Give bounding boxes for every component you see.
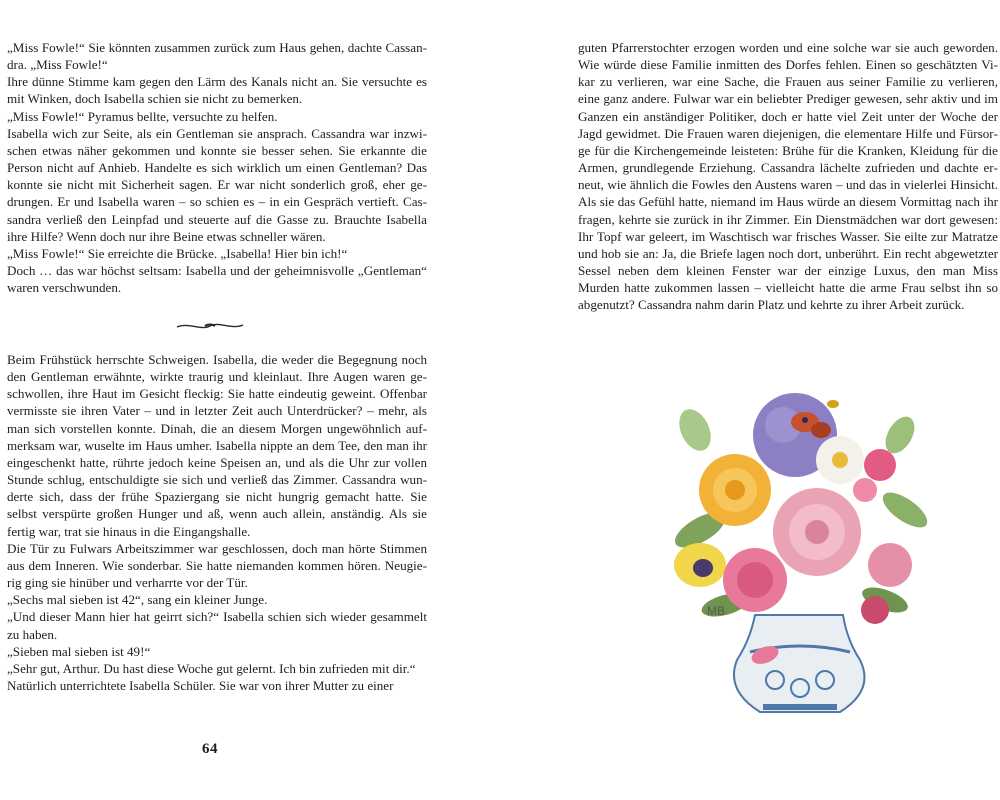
paragraph: „Miss Fowle!“ Sie erreichte die Brücke. „Isabella! Hier bin ich!“ bbox=[7, 245, 348, 261]
swash-divider-icon bbox=[175, 318, 245, 334]
left-bottom-text-block bbox=[7, 351, 427, 694]
paragraph: „Miss Fowle!“ Sie könnten zusammen zurück zum Haus gehen, dachte Cassandra. „Miss Fowle!“ bbox=[7, 40, 427, 73]
page-number: 64 bbox=[202, 741, 218, 757]
paragraph: „Sehr gut, Arthur. Du hast diese Woche gut gelernt. Ich bin zufrieden mit dir.“ bbox=[7, 660, 416, 676]
flower-bouquet-illustration bbox=[655, 390, 945, 720]
right-text-block bbox=[578, 39, 998, 314]
paragraph: Beim Frühstück herrschte Schweigen. Isabella, die weder die Begegnung noch den Gentleman erwähnte, wirkte traurig und kleinlaut. Ihre Augen waren geschwollen, ihre Haut im Gesicht fleckig: Sie hatte eindeutig geweint. Offenbar vermisste sie ihren Vater – und in letzter Zeit auch Unterdrücker? – mehr, als man sich vorstellen konnte. Dinah, die an diesem Morgen ungewöhnlich aufmerksam war, wuselte im Haus umher. Isabella nippte an dem Tee, den man ihr eingeschenkt hatte, rührte jedoch keine Speisen an, und als die Uhr zur vollen Stunde schlug, entschuldigte sie sich und verließ das Zimmer. Cassandra wunderte sich, dass der frühe Spaziergang sie nicht hungrig gemacht hatte. Sie selbst verspürte großen Hunger und aß, wenn auch allein, anständig. Als sie fertig war, trat sie hinaus in die Eingangshalle. bbox=[7, 352, 427, 539]
daisy bbox=[816, 436, 864, 484]
paragraph: „Miss Fowle!“ Pyramus bellte, versuchte zu helfen. bbox=[7, 108, 278, 124]
paragraph: „Sechs mal sieben ist 42“, sang ein kleiner Junge. bbox=[7, 592, 268, 608]
paragraph: Natürlich unterrichtete Isabella Schüler. Sie war von ihrer Mutter zu einer bbox=[7, 677, 394, 693]
paragraph: „Sieben mal sieben ist 49!“ bbox=[7, 643, 151, 659]
pansy bbox=[674, 543, 726, 587]
paragraph: guten Pfarrerstochter erzogen worden und eine solche war sie auch geworden. Wie würde diese Familie inmitten des Dorfes fehlen. Einen so geschätzten Vikar zu verlieren, war eine Sache, die Frauen aus seiner Familie zu verlieren, eine ganz andere. Fulwar war ein beliebter Prediger gewesen, sehr aktiv und im Ganzen ein anständiger Politiker, doch er hatte viel Zeit unter der Woche der Jagd gewidmet. Die Frauen waren diejenigen, die elementare Hilfe und Fürsorge für die Kirchengemeinde leisteten: Brühe für die Kranken, Kleidung für die Armen, grundlegende Erziehung. Cassandra lächelte zufrieden und dachte erneut, wie ähnlich die Fowles den Austens waren – und das in vielerlei Hinsicht. Als sie das Gefühl hatte, niemand im Haus würde an diesem Vormittag nach ihr fragen, kehrte sie zurück in ihr Zimmer. Ein Dienstmädchen war dort gewesen: Ihr Topf war geleert, im Waschtisch war frisches Wasser. Sie eilte zur Matratze und hob sie an: Ja, die Briefe lagen noch dort, unberührt. Ein recht abgewetzter Sessel neben dem kleinen Fenster war der einzige Luxus, den man Miss Murden hatte zukommen lassen – vielleicht hatte die arme Frau selbst ihn so abgenutzt? Cassandra nahm darin Platz und kehrte zu ihrer Arbeit zurück. bbox=[578, 40, 998, 313]
paragraph: Die Tür zu Fulwars Arbeitszimmer war geschlossen, doch man hörte Stimmen aus dem Inneren. Wie sonderbar. Sie hatte niemanden kommen hören. Neugierig ging sie hinüber und verharrte vor der Tür. bbox=[7, 540, 427, 591]
paragraph: Doch … das war höchst seltsam: Isabella und der geheimnisvolle „Gentleman“ waren verschwunden. bbox=[7, 263, 427, 296]
left-top-text-block bbox=[7, 39, 427, 296]
paragraph: Ihre dünne Stimme kam gegen den Lärm des Kanals nicht an. Sie versuchte es mit Winken, doch Isabella schien sie nicht zu bemerken. bbox=[7, 74, 427, 107]
bee-icon bbox=[827, 400, 839, 408]
illustration-signature: MB bbox=[707, 604, 725, 618]
paragraph: Isabella wich zur Seite, als ein Gentleman sie ansprach. Cassandra war inzwischen etwas näher gekommen und konnte sie besser sehen. Sie erkannte die Person nicht auf Anhieb. Handelte es sich wirklich um einen Gentleman? Das konnte sie nicht mit Sicherheit sagen. Er war nicht sonderlich groß, eher gedrungen. Er und Isabella waren – so schien es – in ein Gespräch vertieft. Cassandra verließ den Leinpfad und steuerte auf die Gasse zu. Brauchte Isabella ihre Hilfe? Wenn doch nur ihre Beine etwas schneller wären. bbox=[7, 125, 427, 244]
vase bbox=[734, 615, 865, 712]
paragraph: „Und dieser Mann hier hat geirrt sich?“ Isabella schien sich wieder gesammelt zu haben. bbox=[7, 609, 427, 642]
